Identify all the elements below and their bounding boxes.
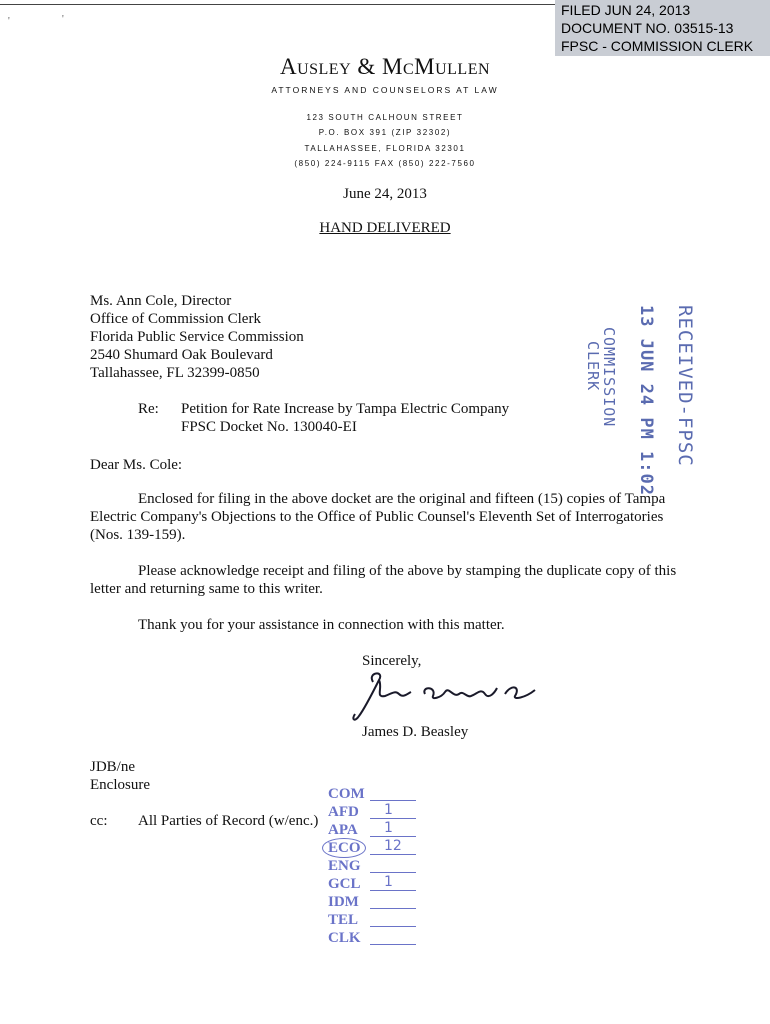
routing-row-eco	[328, 840, 438, 858]
routing-blank-line	[370, 926, 416, 927]
routing-mark: 1	[384, 820, 393, 836]
recipient-line3: Florida Public Service Commission	[90, 329, 304, 345]
firm-tagline: ATTORNEYS AND COUNSELORS AT LAW	[271, 85, 499, 95]
recipient-line4: 2540 Shumard Oak Boulevard	[90, 347, 273, 363]
filing-stamp-banner	[555, 0, 770, 56]
routing-code: GCL	[328, 876, 361, 892]
routing-stamp	[328, 786, 438, 948]
delivery-method: HAND DELIVERED	[319, 220, 451, 236]
filing-stamp-line3: FPSC - COMMISSION CLERK	[561, 38, 754, 54]
body-paragraph1-line2: Electric Company's Objections to the Office of Public Counsel's Eleventh Set of Interrogatories	[90, 509, 664, 525]
routing-code: APA	[328, 822, 358, 838]
body-paragraph1-line3: (Nos. 139-159).	[90, 527, 186, 543]
routing-blank-line	[370, 872, 416, 873]
received-stamp-line3: COMMISSION	[600, 327, 618, 428]
firm-name: Ausley & McMullen	[279, 54, 491, 79]
received-stamp-line4: CLERK	[584, 341, 602, 392]
body-paragraph1-line1: Enclosed for filing in the above docket are the original and fifteen (15) copies of Tampa	[138, 491, 666, 507]
salutation: Dear Ms. Cole:	[90, 457, 183, 473]
re-line1: Petition for Rate Increase by Tampa Electric Company	[181, 401, 510, 417]
firm-address-line2: P.O. BOX 391 (ZIP 32302)	[318, 128, 452, 137]
routing-circle-mark	[322, 838, 366, 858]
routing-blank-line	[370, 890, 416, 891]
recipient-line2: Office of Commission Clerk	[90, 311, 261, 327]
filing-stamp-line2: DOCUMENT NO. 03515-13	[561, 20, 734, 36]
body-paragraph2-line1: Please acknowledge receipt and filing of the above by stamping the duplicate copy of this	[138, 563, 677, 579]
recipient-line1: Ms. Ann Cole, Director	[90, 293, 232, 309]
firm-address-line3: TALLAHASSEE, FLORIDA 32301	[304, 144, 466, 153]
routing-mark: 12	[384, 838, 402, 854]
firm-phone-fax: (850) 224-9115 FAX (850) 222-7560	[294, 159, 476, 168]
routing-code: ENG	[328, 858, 361, 874]
enclosure-note: Enclosure	[90, 777, 150, 793]
signer-name: James D. Beasley	[362, 724, 469, 740]
typist-initials: JDB/ne	[90, 759, 135, 775]
received-stamp-line1: RECEIVED-FPSC	[674, 305, 696, 467]
letter-date: June 24, 2013	[343, 186, 427, 202]
routing-code: IDM	[328, 894, 359, 910]
routing-blank-line	[370, 854, 416, 855]
routing-mark: 1	[384, 802, 393, 818]
scan-mark: '	[8, 16, 10, 27]
routing-row-idm	[328, 894, 438, 912]
body-paragraph3: Thank you for your assistance in connection with this matter.	[138, 617, 505, 633]
body-paragraph2-line2: letter and returning same to this writer.	[90, 581, 323, 597]
routing-blank-line	[370, 908, 416, 909]
received-stamp	[572, 305, 702, 496]
routing-blank-line	[370, 944, 416, 945]
routing-mark: 1	[384, 874, 393, 890]
routing-row-eng	[328, 858, 438, 876]
routing-row-clk	[328, 930, 438, 948]
recipient-address	[90, 292, 304, 382]
re-line2: FPSC Docket No. 130040-EI	[181, 419, 357, 435]
routing-code: TEL	[328, 912, 359, 928]
recipient-line5: Tallahassee, FL 32399-0850	[90, 365, 260, 381]
received-stamp-datetime: 13 JUN 24 PM 1:02	[636, 305, 656, 496]
routing-blank-line	[370, 836, 416, 837]
routing-code: ECO	[328, 840, 361, 856]
routing-row-tel	[328, 912, 438, 930]
cc-label: cc:	[90, 813, 108, 829]
filing-stamp-line1: FILED JUN 24, 2013	[561, 2, 691, 18]
routing-blank-line	[370, 800, 416, 801]
routing-row-gcl	[328, 876, 438, 894]
top-rule	[0, 4, 555, 5]
routing-blank-line	[370, 818, 416, 819]
closing: Sincerely,	[362, 653, 422, 669]
cc-recipients: All Parties of Record (w/enc.)	[138, 813, 319, 829]
routing-row-afd	[328, 804, 438, 822]
routing-code: COM	[328, 786, 365, 802]
handwritten-signature	[345, 668, 545, 728]
routing-code: AFD	[328, 804, 359, 820]
re-label: Re:	[138, 401, 159, 417]
routing-row-com	[328, 786, 438, 804]
routing-code: CLK	[328, 930, 361, 946]
re-subject	[181, 400, 509, 436]
scan-mark: '	[62, 14, 64, 25]
firm-address-line1: 123 SOUTH CALHOUN STREET	[306, 113, 464, 122]
